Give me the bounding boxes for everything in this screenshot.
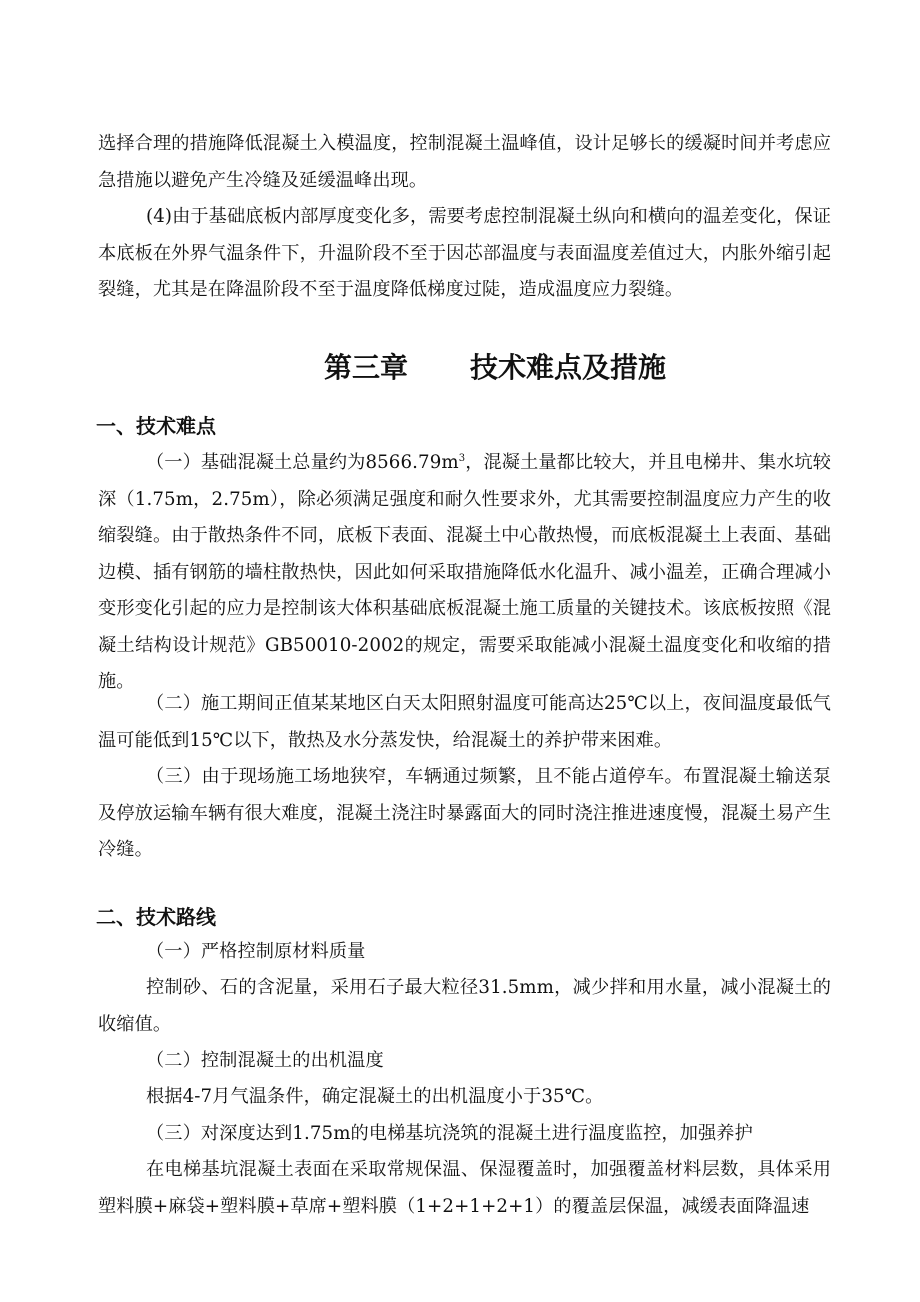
difficulty-1-text-start: （一）基础混凝土总量约为8566.79m [146,452,459,473]
subheading-discharge-temperature: （二）控制混凝土的出机温度 [146,1050,384,1071]
section-heading-difficulties: 一、技术难点 [96,414,216,438]
paragraph-difficulty-1 [98,445,831,701]
paragraph-difficulty-3: （三）由于现场施工场地狭窄，车辆通过频繁，且不能占道停车。布置混凝土输送泵及停放运输车辆有很大难度，混凝土浇注时暴露面大的同时浇注推进速度慢，混凝土易产生冷缝。 [98,766,831,860]
section-heading-technical-route: 二、技术路线 [96,905,216,929]
chapter-number: 第三章 [323,351,408,384]
paragraph-elevator-pit-curing: 在电梯基坑混凝土表面在采取常规保温、保湿覆盖时，加强覆盖材料层数，具体采用塑料膜+麻袋+塑料膜+草席+塑料膜（1+2+1+2+1）的覆盖层保温，减缓表面降温速 [98,1159,831,1217]
difficulty-1-text-rest: ，混凝土量都比较大，并且电梯井、集水坑较深（1.75m，2.75m），除必须满足强度和耐久性要求外，尤其需要控制温度应力产生的收缩裂缝。由于散热条件不同，底板下表面、混凝土中心散热慢，而底板混凝土上表面、基础边模、插有钢筋的墙柱散热快，因此如何采取措施降低水化温升、减小温差，正确合理减小变形变化引起的应力是控制该大体积基础底板混凝土施工质量的关键技术。该底板按照《混凝土结构设计规范》GB50010-2002的规定，需要采取能减小混凝土温度变化和收缩的措施。 [98,452,831,692]
paragraph-continuation: 选择合理的措施降低混凝土入模温度，控制混凝土温峰值，设计足够长的缓凝时间并考虑应急措施以避免产生冷缝及延缓温峰出现。 [98,133,831,191]
chapter-title [0,348,920,388]
paragraph-item-4: (4)由于基础底板内部厚度变化多，需要考虑控制混凝土纵向和横向的温差变化，保证本底板在外界气温条件下，升温阶段不至于因芯部温度与表面温度差值过大，内胀外缩引起裂缝，尤其是在降温阶段不至于温度降低梯度过陡，造成温度应力裂缝。 [98,206,831,300]
subheading-elevator-pit-monitoring: （三）对深度达到1.75m的电梯基坑浇筑的混凝土进行温度监控，加强养护 [146,1123,753,1144]
superscript-3: 3 [458,452,466,464]
paragraph-difficulty-2: （二）施工期间正值某某地区白天太阳照射温度可能高达25℃以上，夜间温度最低气温可能低到15℃以下，散热及水分蒸发快，给混凝土的养护带来困难。 [98,693,831,751]
subheading-raw-material: （一）严格控制原材料质量 [146,941,366,962]
chapter-name: 技术难点及措施 [470,351,667,384]
paragraph-discharge-temperature: 根据4-7月气温条件，确定混凝土的出机温度小于35℃。 [146,1086,604,1107]
paragraph-raw-material: 控制砂、石的含泥量，采用石子最大粒径31.5mm，减少拌和用水量，减小混凝土的收缩值。 [98,977,831,1035]
